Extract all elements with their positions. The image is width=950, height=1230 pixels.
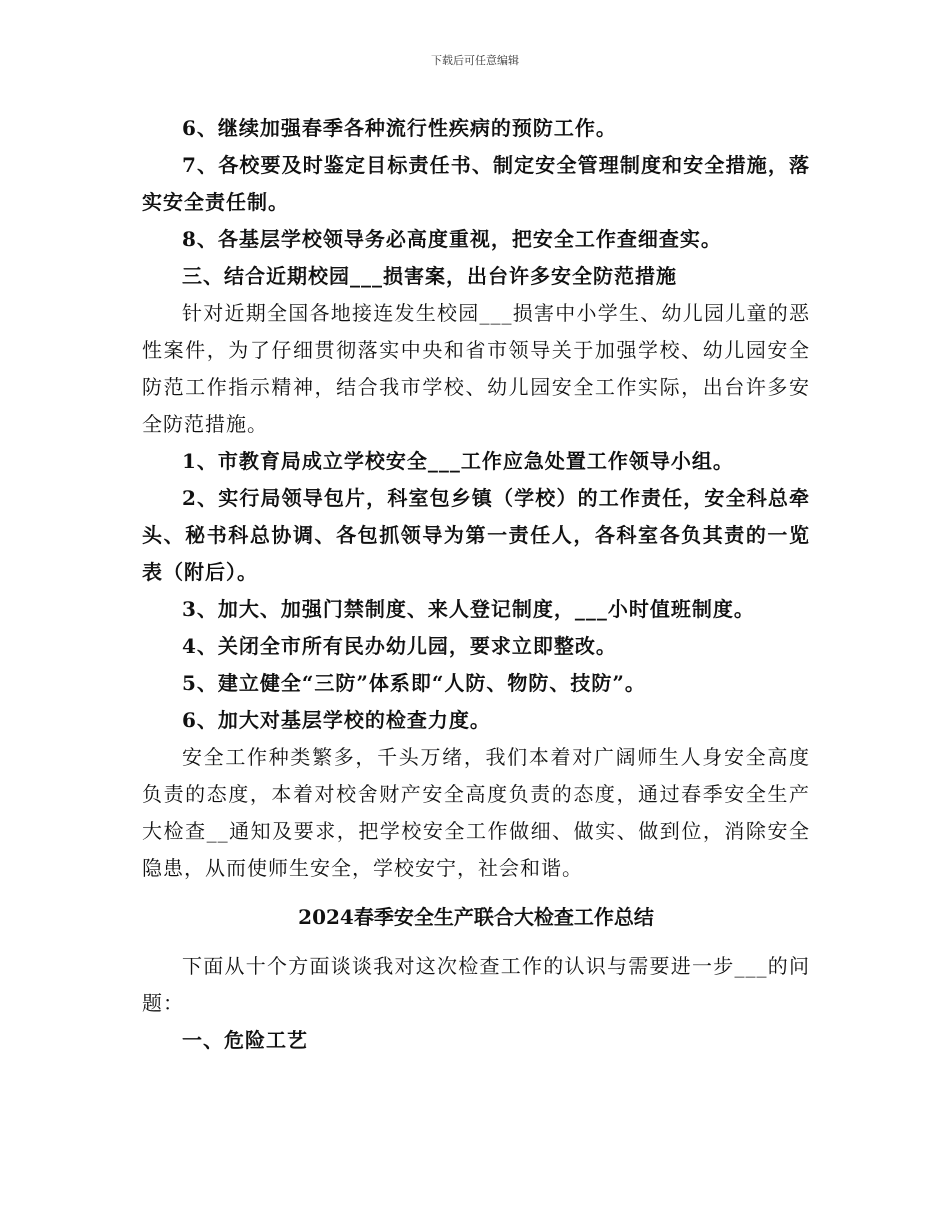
- paragraph: 6、继续加强春季各种流行性疾病的预防工作。: [182, 116, 617, 140]
- page-header: 下载后可任意编辑: [431, 54, 519, 67]
- paragraph: 2、实行局领导包片，科室包乡镇（学校）的工作责任，安全科总牵头、秘书科总协调、各包抓领导为第一责任人，各科室各负其责的一览表（附后）。: [142, 486, 810, 584]
- section-heading: 三、结合近期校园___损害案，出台许多安全防范措施: [182, 264, 677, 288]
- paragraph: 3、加大、加强门禁制度、来人登记制度，___小时值班制度。: [182, 597, 755, 621]
- paragraph: 8、各基层学校领导务必高度重视，把安全工作查细查实。: [182, 227, 722, 251]
- document-title: 2024春季安全生产联合大检查工作总结: [298, 905, 654, 929]
- paragraph: 4、关闭全市所有民办幼儿园，要求立即整改。: [182, 634, 617, 658]
- paragraph: 6、加大对基层学校的检查力度。: [182, 708, 491, 732]
- paragraph: 安全工作种类繁多，千头万绪，我们本着对广阔师生人身安全高度负责的态度，本着对校舍财产安全高度负责的态度，通过春季安全生产大检查__通知及要求，把学校安全工作做细、做实、做到位，消除安全隐患，从而使师生安全，学校安宁，社会和谐。: [142, 745, 810, 880]
- paragraph: 7、各校要及时鉴定目标责任书、制定安全管理制度和安全措施，落实安全责任制。: [142, 153, 810, 214]
- paragraph: 1、市教育局成立学校安全___工作应急处置工作领导小组。: [182, 449, 734, 473]
- document-body: [142, 110, 810, 1059]
- paragraph: 针对近期全国各地接连发生校园___损害中小学生、幼儿园儿童的恶性案件，为了仔细贯彻落实中央和省市领导关于加强学校、幼儿园安全防范工作指示精神，结合我市学校、幼儿园安全工作实际，出台许多安全防范措施。: [142, 301, 810, 436]
- paragraph: 下面从十个方面谈谈我对这次检查工作的认识与需要进一步___的问题：: [142, 954, 810, 1015]
- section-heading: 一、危险工艺: [182, 1028, 308, 1052]
- paragraph: 5、建立健全“三防”体系即“人防、物防、技防”。: [182, 671, 646, 695]
